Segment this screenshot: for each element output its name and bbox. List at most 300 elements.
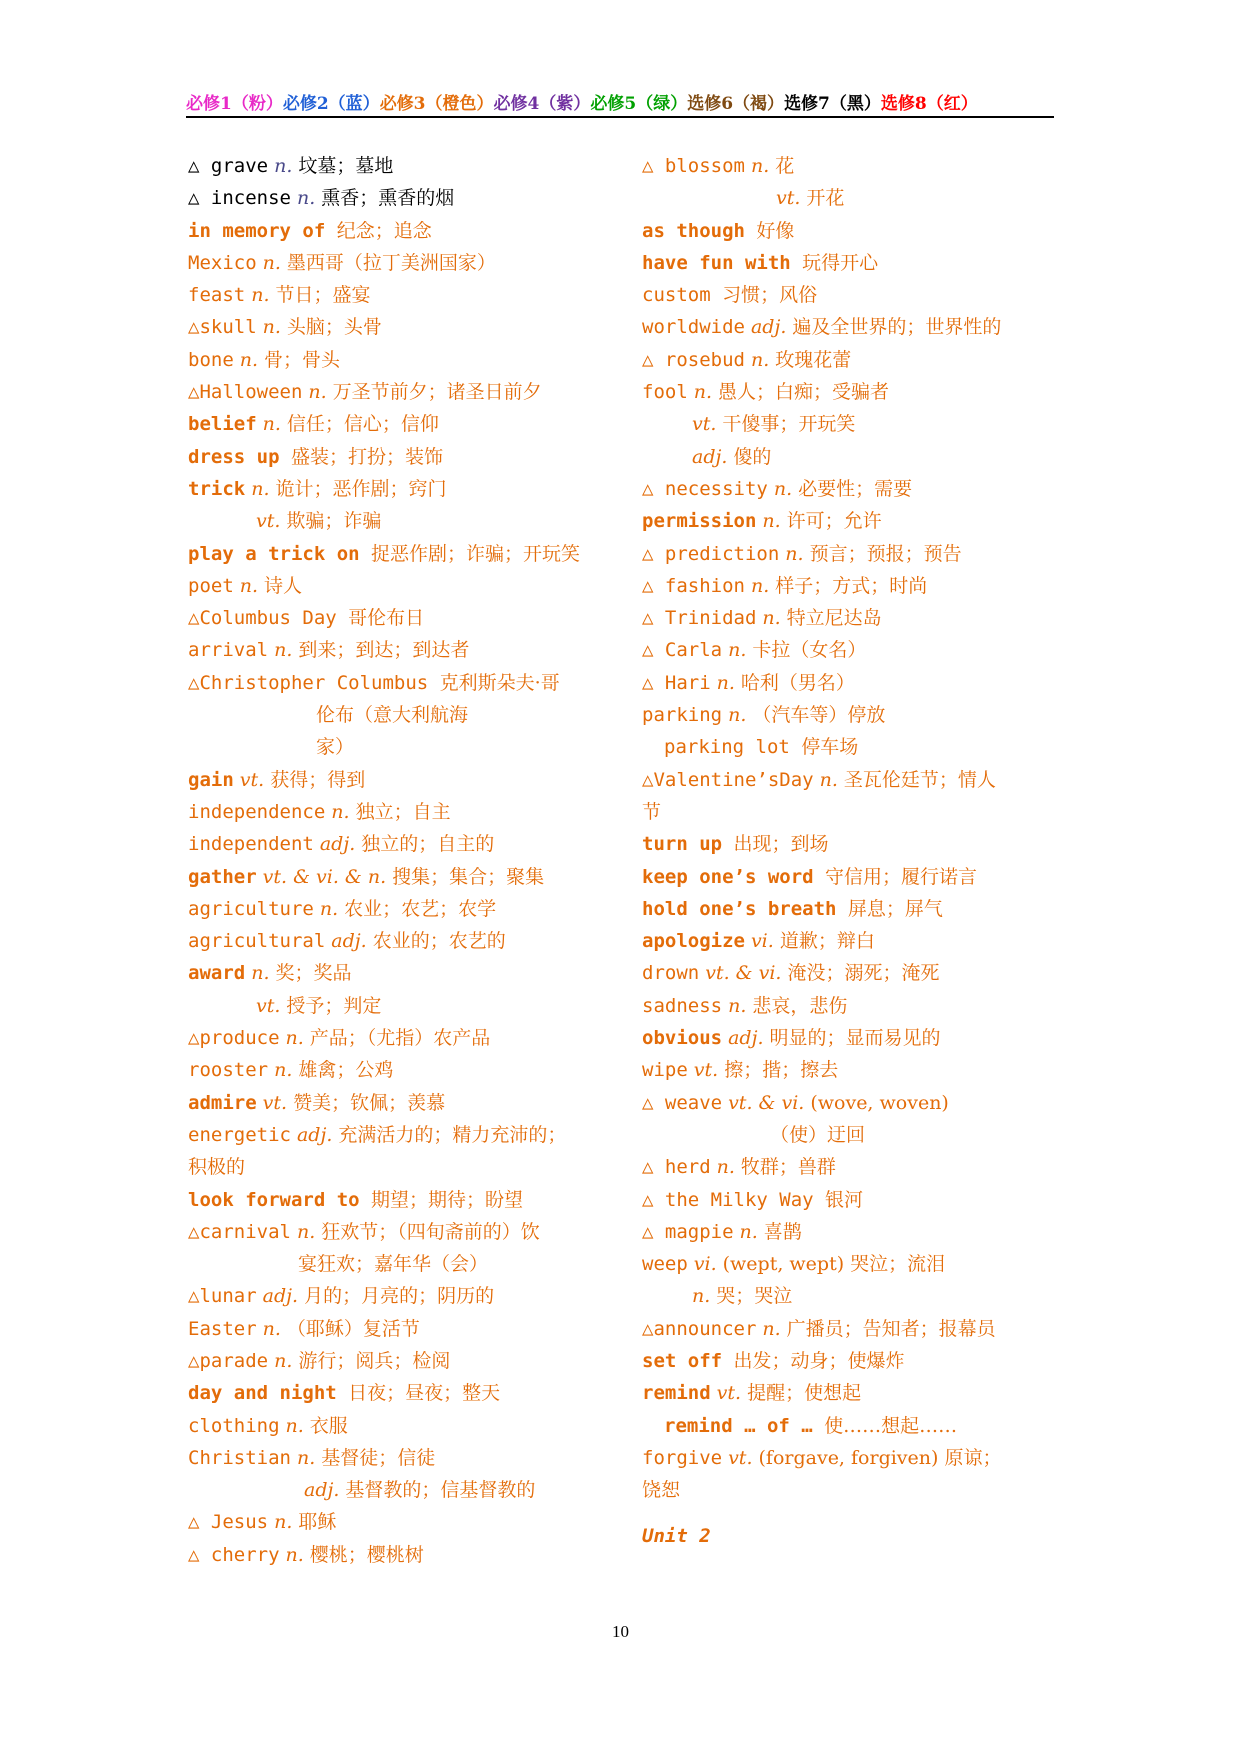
vocab-word: clothing — [188, 1414, 280, 1437]
page-header-legend — [186, 86, 1054, 118]
part-of-speech: n. — [750, 348, 770, 371]
vocab-entry — [188, 505, 608, 537]
part-of-speech: n. — [239, 348, 259, 371]
vocab-entry — [188, 1216, 608, 1248]
part-of-speech: adj. — [331, 930, 367, 953]
vocab-entry — [188, 441, 608, 473]
vocab-word: have fun with — [642, 251, 791, 274]
vocab-entry — [188, 1119, 608, 1151]
part-of-speech: adj. — [692, 445, 728, 468]
vocab-entry — [188, 570, 608, 602]
vocab-definition: 期望；期待；盼望 — [371, 1188, 524, 1211]
vocab-entry — [188, 538, 608, 570]
vocab-word: drown — [642, 962, 700, 985]
vocab-entry — [642, 1151, 1062, 1183]
vocab-word: as though — [642, 219, 745, 242]
vocab-entry — [642, 215, 1062, 247]
vocab-definition: 玫瑰花蕾 — [775, 348, 852, 371]
part-of-speech: n. — [819, 768, 838, 791]
vocab-entry — [188, 602, 608, 634]
vocab-word: Easter — [188, 1317, 257, 1340]
vocab-word: feast — [188, 284, 246, 307]
vocab-definition: 基督徒；信徒 — [321, 1446, 436, 1469]
part-of-speech: n. — [773, 477, 793, 500]
vocab-word: in memory of — [188, 219, 326, 242]
vocab-word: gain — [188, 768, 234, 791]
vocab-definition: 节日；盛宴 — [275, 284, 371, 307]
part-of-speech: n. — [739, 1220, 758, 1243]
vocab-word: △ blossom — [642, 155, 745, 177]
vocab-definition: (wove, woven) — [810, 1091, 949, 1114]
vocab-entry — [188, 828, 608, 860]
vocab-entry — [642, 570, 1062, 602]
vocab-entry — [642, 764, 1062, 796]
header-legend-item: 必修1（粉） — [186, 94, 283, 114]
vocab-entry — [188, 1442, 608, 1474]
header-legend-item: 必修2（蓝） — [282, 94, 380, 114]
vocab-entry — [642, 1377, 1062, 1409]
part-of-speech: vi. — [693, 1253, 717, 1276]
vocab-definition: 擦；揩；擦去 — [724, 1059, 839, 1082]
vocab-definition: 充满活力的；精力充沛的； — [338, 1123, 567, 1146]
vocab-definition: 基督教的；信基督教的 — [345, 1479, 536, 1502]
vocab-word: △parade — [188, 1349, 269, 1372]
vocab-word: keep one’s word — [642, 865, 814, 888]
vocab-column-right — [642, 150, 1062, 1553]
vocab-definition: 耶稣 — [298, 1511, 337, 1534]
vocab-definition: 预言；预报；预告 — [809, 542, 962, 565]
part-of-speech: n. — [693, 381, 713, 404]
vocab-definition: 独立；自主 — [355, 800, 451, 823]
vocab-definition: 纪念；追念 — [336, 219, 432, 242]
part-of-speech: n. — [750, 574, 770, 597]
part-of-speech: n. — [296, 1220, 316, 1243]
part-of-speech: adj. — [750, 316, 787, 339]
vocab-word: △ magpie — [642, 1220, 734, 1243]
vocab-definition: 提醒；使想起 — [747, 1382, 862, 1405]
vocab-definition: 万圣节前夕；诸圣日前夕 — [332, 381, 542, 404]
vocab-definition: 熏香；熏香的烟 — [321, 187, 455, 210]
vocab-word: △ Carla — [642, 639, 723, 662]
vocab-definition: 诡计；恶作剧；窍门 — [275, 477, 447, 500]
vocab-entry — [642, 990, 1062, 1022]
vocab-entry — [642, 150, 1062, 182]
vocab-definition: 傻的 — [733, 445, 772, 468]
vocab-entry — [642, 731, 1062, 763]
vocab-entry — [642, 1345, 1062, 1377]
part-of-speech: vt. — [239, 768, 265, 791]
part-of-speech: n. — [274, 1511, 293, 1534]
vocab-definition: 诗人 — [264, 574, 303, 597]
vocab-word: hold one’s breath — [642, 897, 837, 920]
part-of-speech: n. — [308, 381, 327, 404]
vocab-definition: 赞美；钦佩；羡慕 — [293, 1091, 446, 1114]
vocab-word: parking lot — [664, 736, 790, 759]
vocab-word: △skull — [188, 316, 257, 339]
part-of-speech: n. — [285, 1414, 304, 1437]
part-of-speech: n. — [331, 800, 350, 823]
part-of-speech: n. — [296, 1446, 316, 1469]
vocab-entry — [188, 311, 608, 343]
vocab-definition: 干傻事；开玩笑 — [722, 413, 856, 436]
vocab-definition: 使……想起…… — [824, 1414, 958, 1437]
vocab-entry — [188, 1539, 608, 1571]
vocab-definition: 伦布（意大利航海 — [316, 704, 469, 727]
part-of-speech: n. — [762, 607, 781, 630]
vocab-definition: 道歉；辩白 — [779, 930, 875, 953]
vocab-word: trick — [188, 477, 246, 500]
vocab-entry — [188, 1313, 608, 1345]
vocab-entry — [188, 1184, 608, 1216]
vocab-word: △ fashion — [642, 574, 745, 597]
header-legend-item: 必修5（绿） — [590, 94, 688, 114]
vocab-column-left — [188, 150, 608, 1571]
vocab-word: dress up — [188, 445, 280, 468]
vocab-entry — [188, 1151, 608, 1183]
vocab-entry — [188, 925, 608, 957]
vocab-entry — [642, 441, 1062, 473]
part-of-speech: n. — [785, 542, 804, 565]
vocab-entry — [642, 376, 1062, 408]
vocab-definition: 衣服 — [309, 1414, 348, 1437]
vocab-definition: 哈利（男名） — [740, 671, 855, 694]
vocab-definition: 授予；判定 — [286, 994, 382, 1017]
part-of-speech: adj. — [304, 1479, 340, 1502]
vocab-definition: 习惯；风俗 — [722, 284, 818, 307]
vocab-entry — [642, 1184, 1062, 1216]
vocab-word: admire — [188, 1091, 257, 1114]
vocab-word: play a trick on — [188, 542, 360, 565]
vocab-word: △produce — [188, 1027, 280, 1050]
vocab-entry — [188, 376, 608, 408]
vocab-entry — [188, 861, 608, 893]
vocab-definition: 特立尼达岛 — [786, 607, 882, 630]
vocab-definition: 独立的；自主的 — [361, 833, 495, 856]
part-of-speech: n. — [274, 155, 293, 177]
vocab-word: △Halloween — [188, 381, 303, 404]
vocab-entry — [642, 505, 1062, 537]
vocab-word: △ the Milky Way — [642, 1188, 814, 1211]
vocab-definition: 节 — [642, 800, 662, 823]
vocab-entry — [188, 1248, 608, 1280]
vocab-word: △ incense — [188, 187, 291, 210]
vocab-word: Mexico — [188, 251, 257, 274]
part-of-speech: n. — [728, 639, 747, 662]
vocab-word: △ grave — [188, 155, 269, 177]
vocab-entry — [642, 311, 1062, 343]
vocab-definition: 积极的 — [188, 1156, 246, 1179]
vocab-entry — [188, 344, 608, 376]
vocab-definition: 日夜；昼夜；整天 — [348, 1382, 501, 1405]
vocab-entry — [642, 893, 1062, 925]
part-of-speech: n. — [728, 704, 747, 727]
vocab-definition: 卡拉（女名） — [752, 639, 867, 662]
vocab-word: remind … of … — [664, 1414, 813, 1437]
vocab-word: fool — [642, 381, 688, 404]
part-of-speech: n. — [762, 510, 781, 533]
vocab-definition: 盛装；打扮；装饰 — [290, 445, 443, 468]
vocab-word: obvious — [642, 1027, 723, 1050]
part-of-speech: vt. — [716, 1382, 742, 1405]
vocab-word: △ weave — [642, 1091, 723, 1114]
vocab-definition: 圣瓦伦廷节；情人 — [843, 768, 996, 791]
vocab-definition: 玩得开心 — [802, 251, 879, 274]
vocab-definition: 银河 — [825, 1188, 864, 1211]
vocab-entry — [642, 344, 1062, 376]
vocab-word: bone — [188, 348, 234, 371]
vocab-definition: 开花 — [806, 187, 845, 210]
vocab-entry — [188, 1474, 608, 1506]
vocab-entry — [642, 247, 1062, 279]
vocab-entry — [188, 699, 608, 731]
vocab-word: △Valentine’sDay — [642, 768, 814, 791]
vocab-definition: 樱桃；樱桃树 — [309, 1543, 424, 1566]
vocab-entry — [642, 473, 1062, 505]
vocab-entry — [188, 764, 608, 796]
vocab-entry — [188, 1345, 608, 1377]
vocab-entry — [188, 1087, 608, 1119]
vocab-word: belief — [188, 413, 257, 436]
vocab-definition: 停车场 — [801, 736, 859, 759]
vocab-entry — [642, 957, 1062, 989]
part-of-speech: n. — [251, 284, 270, 307]
vocab-word: Christian — [188, 1446, 291, 1469]
vocab-word: set off — [642, 1349, 723, 1372]
part-of-speech: n. — [716, 671, 735, 694]
vocab-definition: 广播员；告知者；报幕员 — [786, 1317, 996, 1340]
vocab-entry — [188, 408, 608, 440]
vocab-entry — [642, 1087, 1062, 1119]
vocab-definition: 月的；月亮的；阴历的 — [304, 1285, 495, 1308]
header-legend-item: 选修7（黑） — [784, 94, 881, 114]
vocab-entry — [642, 667, 1062, 699]
vocab-entry — [188, 893, 608, 925]
vocab-word: agriculture — [188, 897, 314, 920]
vocab-entry — [188, 667, 608, 699]
part-of-speech: vt. — [728, 1446, 753, 1469]
part-of-speech: n. — [262, 251, 281, 274]
vocab-definition: (forgave, forgiven) 原谅； — [758, 1446, 1002, 1469]
vocab-word: rooster — [188, 1059, 269, 1082]
part-of-speech: n. — [285, 1543, 304, 1566]
part-of-speech: n. — [239, 574, 259, 597]
vocab-definition: 花 — [775, 155, 795, 177]
part-of-speech: vt. — [256, 994, 281, 1017]
vocab-entry — [188, 150, 608, 182]
vocab-definition: 狂欢节；（四旬斋前的）饮 — [321, 1220, 540, 1243]
vocab-word: △announcer — [642, 1317, 757, 1340]
page-number: 10 — [612, 1622, 629, 1641]
vocab-definition: 守信用；履行诺言 — [825, 865, 978, 888]
vocab-entry — [642, 1119, 1062, 1151]
part-of-speech: adj. — [728, 1027, 764, 1050]
part-of-speech: adj. — [262, 1285, 299, 1308]
vocab-definition: 产品；（尤指）农产品 — [309, 1027, 491, 1050]
vocab-definition: 必要性；需要 — [798, 477, 913, 500]
vocab-definition: (wept, wept) 哭泣；流泪 — [722, 1253, 946, 1276]
vocab-definition: 样子；方式；时尚 — [775, 574, 928, 597]
vocab-word: forgive — [642, 1446, 723, 1469]
vocab-entry — [642, 1054, 1062, 1086]
vocab-word: turn up — [642, 833, 723, 856]
vocab-word: weep — [642, 1253, 688, 1276]
vocab-entry — [642, 408, 1062, 440]
vocab-entry — [642, 1313, 1062, 1345]
part-of-speech: n. — [274, 1349, 293, 1372]
part-of-speech: n. — [274, 1059, 293, 1082]
part-of-speech: vt. — [693, 1059, 719, 1082]
part-of-speech: vt. & vi. — [705, 962, 782, 985]
vocab-word: △Columbus Day — [188, 607, 337, 630]
vocab-entry — [188, 1410, 608, 1442]
vocab-definition: 农业的；农艺的 — [372, 930, 506, 953]
part-of-speech: n. — [750, 155, 770, 177]
vocab-word: custom — [642, 284, 711, 307]
vocab-definition: 哭；哭泣 — [716, 1285, 793, 1308]
vocab-entry — [642, 1280, 1062, 1312]
vocab-definition: 获得；得到 — [270, 768, 366, 791]
vocab-entry — [642, 925, 1062, 957]
vocab-definition: 游行；阅兵；检阅 — [298, 1349, 451, 1372]
vocab-entry — [188, 1022, 608, 1054]
vocab-entry — [188, 990, 608, 1022]
header-legend-item: 必修3（橙色） — [379, 94, 494, 114]
vocab-definition: 墨西哥（拉丁美洲国家） — [286, 251, 496, 274]
part-of-speech: n. — [251, 477, 270, 500]
vocab-definition: 宴狂欢；嘉年华（会） — [298, 1253, 489, 1276]
vocab-word: △lunar — [188, 1285, 257, 1308]
vocab-word: △ prediction — [642, 542, 780, 565]
vocab-entry — [642, 1410, 1062, 1442]
vocab-entry — [188, 1377, 608, 1409]
vocab-word: △ herd — [642, 1156, 711, 1179]
vocab-definition: 好像 — [756, 219, 795, 242]
vocab-entry — [642, 602, 1062, 634]
part-of-speech: n. — [285, 1027, 304, 1050]
vocab-definition: 捉恶作剧；诈骗；开玩笑 — [371, 542, 581, 565]
vocab-definition: 信任；信心；信仰 — [286, 413, 439, 436]
vocab-definition: 出发；动身；使爆炸 — [733, 1349, 905, 1372]
vocab-entry — [188, 215, 608, 247]
header-legend-item: 必修4（紫） — [493, 94, 591, 114]
part-of-speech: n. — [728, 994, 747, 1017]
vocab-word: △Christopher Columbus — [188, 671, 429, 694]
part-of-speech: n. — [716, 1156, 735, 1179]
vocab-word: △ Hari — [642, 671, 711, 694]
vocab-word: parking — [642, 704, 723, 727]
vocab-definition: 遍及全世界的；世界性的 — [792, 316, 1002, 339]
part-of-speech: adj. — [319, 833, 356, 856]
vocab-definition: 搜集；集合；聚集 — [392, 865, 545, 888]
vocab-word: △ Trinidad — [642, 607, 757, 630]
vocab-word: independence — [188, 800, 326, 823]
vocab-definition: （使）迂回 — [770, 1123, 866, 1146]
vocab-definition: 克利斯朵夫·哥 — [439, 671, 560, 694]
vocab-definition: 头脑；头骨 — [286, 316, 382, 339]
vocab-entry — [188, 957, 608, 989]
vocab-entry — [642, 828, 1062, 860]
part-of-speech: vt. — [692, 413, 717, 436]
vocab-word: award — [188, 962, 246, 985]
vocab-word: poet — [188, 574, 234, 597]
vocab-word: energetic — [188, 1123, 291, 1146]
vocab-definition: （耶稣）复活节 — [286, 1317, 420, 1340]
part-of-speech: n. — [296, 187, 316, 210]
part-of-speech: adj. — [296, 1123, 333, 1146]
vocab-entry — [188, 731, 608, 763]
vocab-entry — [642, 279, 1062, 311]
part-of-speech: vt. — [262, 1091, 288, 1114]
part-of-speech: vt. — [256, 510, 281, 533]
part-of-speech: n. — [251, 962, 270, 985]
vocab-word: arrival — [188, 639, 269, 662]
vocab-entry — [642, 861, 1062, 893]
vocab-entry — [642, 634, 1062, 666]
vocab-entry — [642, 182, 1062, 214]
vocab-word: day and night — [188, 1382, 337, 1405]
vocab-word: agricultural — [188, 930, 326, 953]
vocab-definition: 欺骗；诈骗 — [286, 510, 382, 533]
part-of-speech: vt. & vi. & n. — [262, 865, 387, 888]
vocab-word: △ cherry — [188, 1543, 280, 1566]
part-of-speech: n. — [762, 1317, 781, 1340]
vocab-definition: 坟墓；墓地 — [298, 155, 394, 177]
vocab-word: apologize — [642, 930, 745, 953]
vocab-entry — [188, 796, 608, 828]
vocab-word: remind — [642, 1382, 711, 1405]
vocab-entry — [188, 1054, 608, 1086]
vocab-word: △ rosebud — [642, 348, 745, 371]
part-of-speech: n. — [262, 413, 281, 436]
part-of-speech: vt. — [776, 187, 801, 210]
vocab-entry — [188, 634, 608, 666]
vocab-word: gather — [188, 865, 257, 888]
vocab-definition: 悲哀，悲伤 — [752, 994, 848, 1017]
vocab-definition: 农业；农艺；农学 — [344, 897, 497, 920]
header-legend-item: 选修6（褐） — [687, 94, 785, 114]
vocab-word: sadness — [642, 994, 723, 1017]
part-of-speech: n. — [274, 639, 293, 662]
vocab-definition: 牧群；兽群 — [740, 1156, 836, 1179]
vocab-word: △carnival — [188, 1220, 291, 1243]
vocab-word: independent — [188, 833, 314, 856]
vocab-definition: 淹没；溺死；淹死 — [787, 962, 940, 985]
vocab-entry — [642, 1248, 1062, 1280]
vocab-definition: 哥伦布日 — [348, 607, 425, 630]
vocab-definition: 喜鹊 — [763, 1220, 802, 1243]
vocab-definition: 饶恕 — [642, 1479, 681, 1502]
vocab-word: look forward to — [188, 1188, 360, 1211]
part-of-speech: n. — [692, 1285, 711, 1308]
part-of-speech: vt. & vi. — [728, 1091, 805, 1114]
vocab-definition: 到来；到达；到达者 — [298, 639, 470, 662]
vocab-word: △ Jesus — [188, 1511, 269, 1534]
vocab-definition: 家） — [316, 736, 355, 759]
vocab-definition: 出现；到场 — [733, 833, 829, 856]
vocab-entry — [642, 699, 1062, 731]
vocab-entry — [188, 182, 608, 214]
vocab-definition: 屏息；屏气 — [847, 897, 943, 920]
vocab-definition: 明显的；显而易见的 — [769, 1027, 941, 1050]
vocab-definition: 雄禽；公鸡 — [298, 1059, 394, 1082]
part-of-speech: n. — [262, 316, 281, 339]
vocab-word: △ necessity — [642, 477, 768, 500]
vocab-entry — [642, 538, 1062, 570]
vocab-entry — [188, 279, 608, 311]
vocab-entry — [188, 473, 608, 505]
part-of-speech: n. — [319, 897, 339, 920]
vocab-definition: 许可；允许 — [786, 510, 882, 533]
